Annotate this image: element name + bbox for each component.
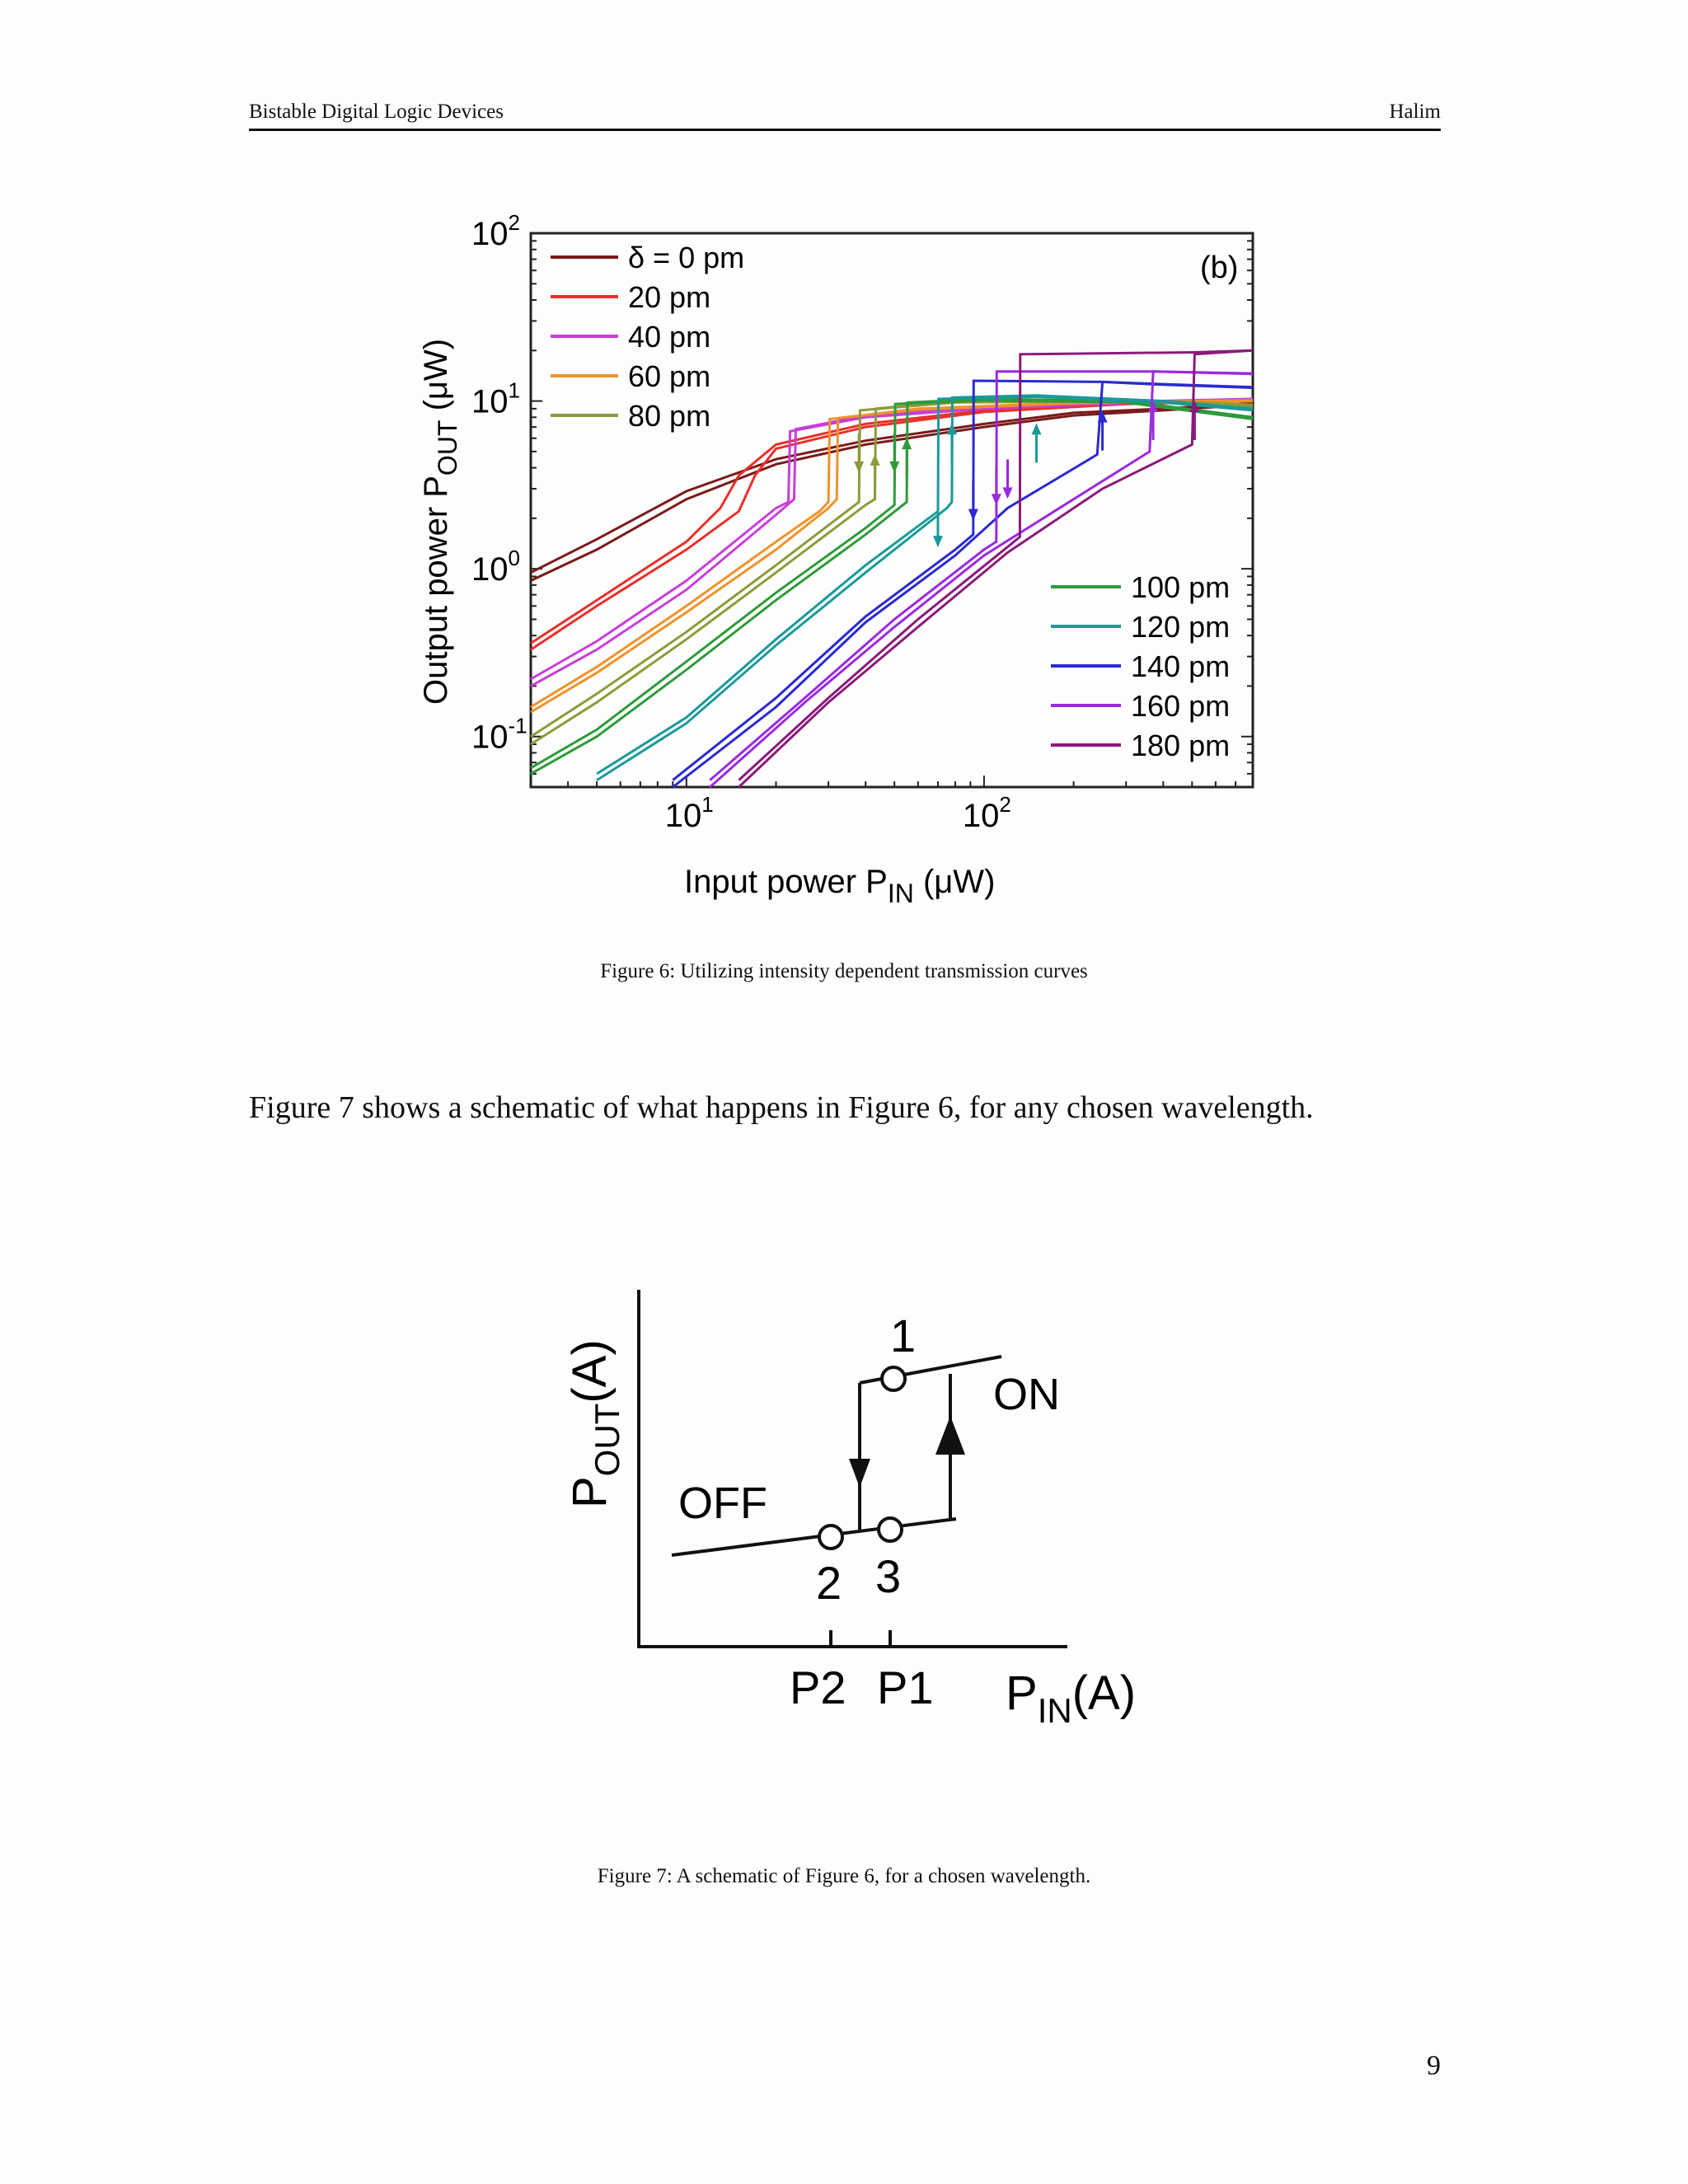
y-label-main: P (563, 1476, 617, 1508)
legend-label-4: 180 pm (1131, 729, 1231, 762)
legend-left (551, 241, 744, 433)
arrow-head-icon-6 (968, 509, 978, 521)
y-tick-label-1: $10^0$ (471, 546, 520, 588)
x-tick-exp-1: 2 (999, 792, 1011, 817)
figure-6-chart (379, 210, 1319, 923)
x-axis-label-main: Input power P (684, 864, 888, 900)
y-tick-exp-2: 1 (508, 377, 520, 403)
off-label: OFF (678, 1479, 767, 1528)
point-3-label: 3 (875, 1550, 902, 1602)
arrow-head-icon-9 (1031, 423, 1041, 434)
legend-label-1: 20 pm (628, 280, 711, 314)
x-label-unit: (A) (1071, 1666, 1137, 1720)
y-tick-label-2: $10^1$ (471, 377, 520, 420)
page-header (249, 99, 1441, 131)
p1-label: P1 (877, 1661, 934, 1713)
y-label-unit: (A) (563, 1339, 617, 1404)
y-tick-label-0: $10^{-1}$ (471, 713, 528, 756)
series-line-4-down (531, 401, 1253, 737)
x-tick-label-1: $10^2$ (962, 792, 1011, 834)
legend-label-0: δ = 0 pm (628, 241, 745, 274)
arrow-head-icon-8 (1002, 487, 1012, 499)
x-tick-exp-0: 1 (701, 792, 714, 817)
legend-label-1: 120 pm (1131, 610, 1231, 644)
header-author: Halim (1389, 101, 1441, 123)
x-label-main: P (1006, 1666, 1038, 1720)
y-label-sub: OUT (588, 1403, 626, 1477)
y-axis-label (418, 339, 462, 705)
y-tick-exp-0: -1 (508, 713, 528, 738)
x-axis-label (1006, 1666, 1136, 1730)
x-tick-label-0: $10^1$ (664, 792, 714, 834)
up-arrow-icon (935, 1416, 965, 1455)
p2-label: P2 (790, 1661, 846, 1713)
on-label: ON (993, 1370, 1060, 1419)
x-label-sub: IN (1037, 1691, 1072, 1730)
x-axis-label-unit: (μW) (913, 864, 996, 900)
figure-6-caption: Figure 6: Utilizing intensity dependent transmission curves (600, 960, 1088, 982)
x-axis-label-sub: IN (887, 879, 914, 908)
point-3 (879, 1518, 902, 1541)
y-tick-exp-3: 2 (508, 210, 520, 235)
y-tick-label-3: $10^2$ (471, 210, 520, 252)
legend-label-2: 40 pm (628, 320, 711, 354)
arrow-head-icon-1 (870, 454, 880, 466)
down-arrow-icon (849, 1459, 870, 1488)
point-2-label: 2 (816, 1557, 842, 1609)
y-axis-label-unit: (μW) (418, 338, 454, 420)
arrow-head-icon-2 (889, 462, 899, 473)
legend-label-3: 60 pm (628, 359, 711, 393)
y-tick-exp-1: 0 (508, 546, 520, 571)
y-axis-label-main: Output power P (418, 476, 454, 705)
panel-label: (b) (1200, 251, 1239, 285)
point-1-label: 1 (890, 1310, 917, 1361)
y-axis-label-sub: OUT (433, 419, 462, 476)
point-2 (819, 1526, 842, 1549)
legend-right (1051, 570, 1230, 762)
legend-label-2: 140 pm (1131, 649, 1231, 683)
y-axis-label (563, 1339, 626, 1508)
header-title: Bistable Digital Logic Devices (249, 101, 504, 123)
arrow-head-icon-4 (933, 536, 943, 547)
figure-7-schematic (544, 1286, 1170, 1747)
page-number: 9 (1427, 2050, 1441, 2081)
legend-label-4: 80 pm (628, 399, 711, 433)
x-axis-label (684, 864, 995, 908)
body-paragraph: Figure 7 shows a schematic of what happens in Figure 6, for any chosen wavelength. (249, 1090, 1314, 1125)
point-1 (882, 1367, 905, 1390)
legend-label-3: 160 pm (1131, 689, 1231, 723)
figure-7-caption: Figure 7: A schematic of Figure 6, for a chosen wavelength. (597, 1865, 1091, 1887)
arrow-head-icon-7 (992, 494, 1001, 505)
legend-label-0: 100 pm (1131, 570, 1231, 604)
arrow-head-icon-0 (854, 462, 864, 473)
